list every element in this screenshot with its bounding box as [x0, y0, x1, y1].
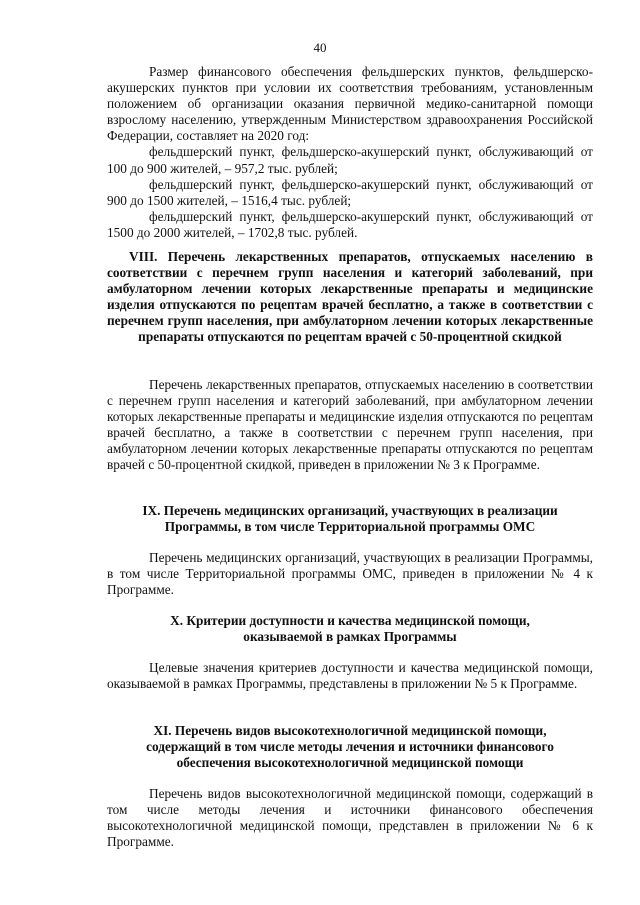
section-paragraph: Перечень лекарственных препаратов, отпускаемых населению в соответствии с перечнем групп населения и категорий заболеваний, при амбулаторном лечении которых лекарственные препараты и медицинские изделия отпускаются по рецептам врачей бесплатно, а также в соответствии с перечнем групп населения, при амбулаторном лечении которых лекарственные препараты отпускаются по рецептам врачей с 50-процентной скидкой, приведен в приложении № 3 к Программе. — [107, 377, 593, 473]
section-x-heading-block — [107, 613, 593, 645]
section-heading — [107, 503, 593, 535]
section-heading-line: X. Критерии доступности и качества медицинской помощи, — [170, 613, 530, 628]
section-viii-body — [107, 377, 593, 474]
intro-paragraph: Размер финансового обеспечения фельдшерских пунктов, фельдшерско-акушерских пунктов при условии их соответствия требованиям, установленным положением об организации оказания первичной медико-санитарной помощи взрослому населению, утвержденным Министерством здравоохранения Российской Федерации, составляет на 2020 год: — [107, 64, 593, 144]
section-xi-body — [107, 786, 593, 850]
page-number: 40 — [313, 40, 327, 55]
intro-list-item: фельдшерский пункт, фельдшерско-акушерский пункт, обслуживающий от 100 до 900 жителей, – 957,2 тыс. рублей; — [107, 144, 593, 176]
section-heading-line: Программы, в том числе Территориальной программы ОМС — [164, 519, 536, 535]
intro-block — [107, 64, 593, 241]
section-paragraph: Перечень видов высокотехнологичной медицинской помощи, содержащий в том числе методы лечения и источники финансового обеспечения высокотехнологичной медицинской помощи, представлен в приложении № 6 к Программе. — [107, 786, 593, 850]
intro-list-item: фельдшерский пункт, фельдшерско-акушерский пункт, обслуживающий от 900 до 1500 жителей, – 1516,4 тыс. рублей; — [107, 176, 593, 208]
section-xi-heading-block — [107, 723, 593, 771]
section-heading-line: оказываемой в рамках Программы — [243, 629, 457, 645]
section-heading-line: IX. Перечень медицинских организаций, участвующих в реализации — [142, 503, 558, 518]
section-heading-line: содержащий в том числе методы лечения и источники финансового — [146, 739, 554, 755]
section-ix-body — [107, 550, 593, 598]
section-viii-heading-block — [107, 249, 593, 346]
section-ix-heading-block — [107, 503, 593, 535]
section-paragraph: Перечень медицинских организаций, участвующих в реализации Программы, в том числе Территориальной программы ОМС, приведен в приложении № 4 к Программе. — [107, 550, 593, 598]
section-paragraph: Целевые значения критериев доступности и качества медицинской помощи, оказываемой в рамках Программы, представлены в приложении № 5 к Программе. — [107, 660, 593, 692]
section-heading — [107, 723, 593, 771]
section-heading: VIII. Перечень лекарственных препаратов, отпускаемых населению в соответствии с перечнем групп населения и категорий заболеваний, при амбулаторном лечении которых лекарственные препараты и медицинские изделия отпускаются по рецептам врачей бесплатно, а также в соответствии с перечнем групп населения, при амбулаторном лечении которых лекарственные препараты отпускаются по рецептам врачей с 50-процентной скидкой — [107, 249, 593, 345]
section-heading-line: обеспечения высокотехнологичной медицинской помощи — [176, 755, 524, 771]
section-heading — [107, 613, 593, 645]
section-x-body — [107, 660, 593, 692]
section-heading-line: XI. Перечень видов высокотехнологичной медицинской помощи, — [153, 723, 547, 738]
intro-list-item: фельдшерский пункт, фельдшерско-акушерский пункт, обслуживающий от 1500 до 2000 жителей, – 1702,8 тыс. рублей. — [107, 208, 593, 240]
